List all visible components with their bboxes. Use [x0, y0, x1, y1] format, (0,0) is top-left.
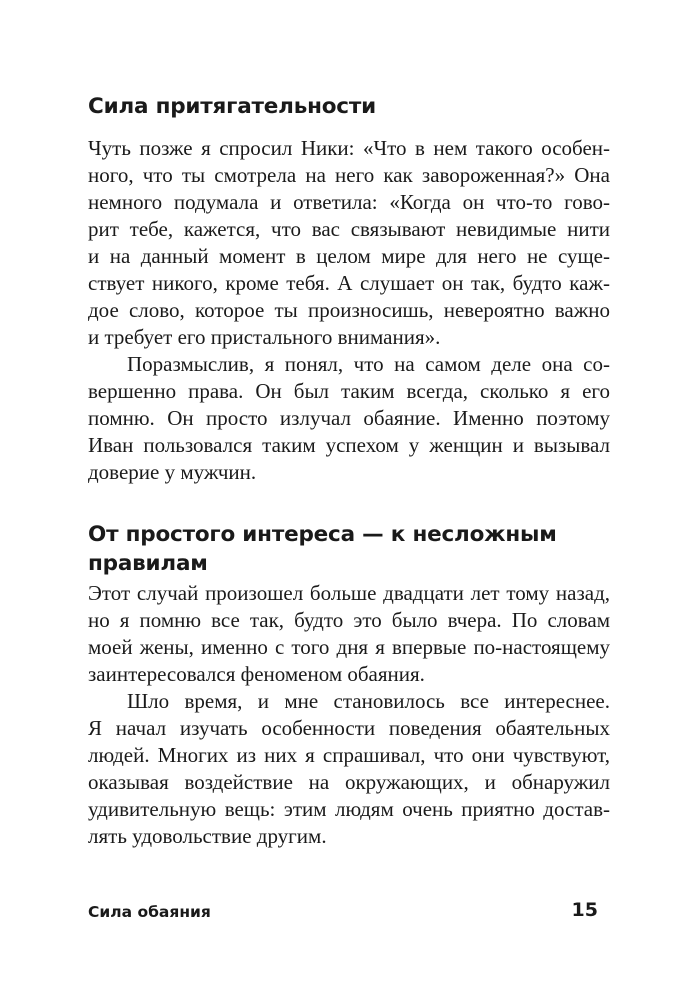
text-line: Я начал изучать особенности поведения обаятельных — [88, 716, 610, 740]
page-number: 15 — [571, 899, 598, 921]
running-footer-book-title: Сила обаяния — [88, 903, 211, 921]
paragraph-niki-question — [88, 135, 610, 351]
text-line: ствует никого, кроме тебя. А слушает он так, будто каж- — [88, 271, 610, 295]
heading-line: От простого интереса — к несложным — [88, 522, 557, 547]
section-heading-interest-to-rules — [88, 520, 628, 578]
paragraph-studying-charm — [88, 688, 610, 850]
paragraph-twenty-years-ago — [88, 580, 610, 688]
text-line: немного подумала и ответила: «Когда он что-то гово- — [88, 190, 610, 214]
heading-line: правилам — [88, 551, 208, 576]
text-line: дое слово, которое ты произносишь, невероятно важно — [88, 298, 610, 322]
text-line: Поразмыслив, я понял, что на самом деле она со- — [127, 352, 610, 376]
text-line: ного, что ты смотрела на него как завороженная?» Она — [88, 163, 610, 187]
text-line: и на данный момент в целом мире для него не суще- — [88, 244, 610, 268]
text-line: моей жены, именно с того дня я впервые по-настоящему — [88, 635, 610, 659]
text-line: и требует его пристального внимания». — [88, 325, 441, 349]
section-heading-attraction: Сила притягательности — [88, 94, 376, 119]
text-line: лять удовольствие другим. — [88, 824, 327, 848]
text-line: но я помню все так, будто это было вчера. По словам — [88, 608, 610, 632]
text-line: удивительную вещь: этим людям очень приятно достав- — [88, 797, 610, 821]
text-line: людей. Многих из них я спрашивал, что они чувствуют, — [88, 743, 610, 767]
text-line: заинтересовался феноменом обаяния. — [88, 662, 425, 686]
text-line: Этот случай произошел больше двадцати лет тому назад, — [88, 581, 610, 605]
text-line: Иван пользовался таким успехом у женщин и вызывал — [88, 433, 610, 457]
text-line: помню. Он просто излучал обаяние. Именно поэтому — [88, 406, 610, 430]
text-line: доверие у мужчин. — [88, 460, 257, 484]
text-line: рит тебе, кажется, что вас связывают невидимые нити — [88, 217, 610, 241]
text-line: Чуть позже я спросил Ники: «Что в нем такого особен- — [88, 136, 610, 160]
text-line: оказывая воздействие на окружающих, и обнаружил — [88, 770, 610, 794]
paragraph-reflection — [88, 351, 610, 486]
text-line: вершенно права. Он был таким всегда, сколько я его — [88, 379, 610, 403]
text-line: Шло время, и мне становилось все интереснее. — [127, 689, 610, 713]
